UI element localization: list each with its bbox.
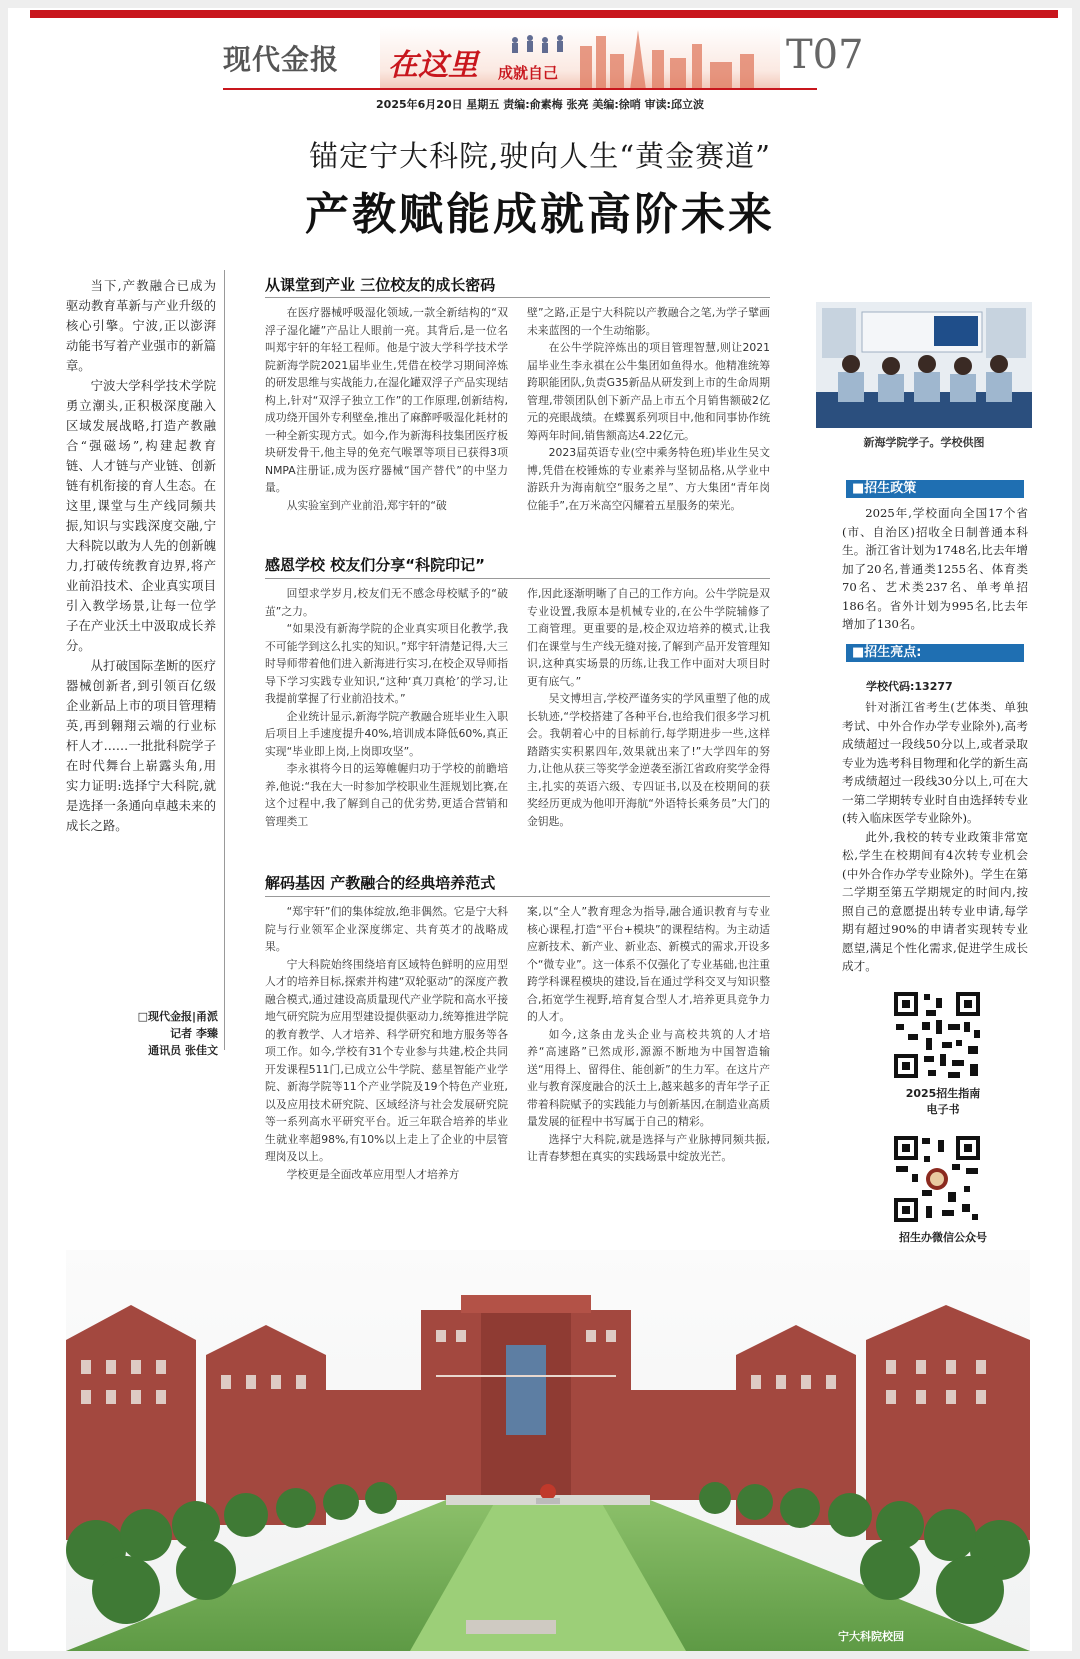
article-paragraph: 学校更是全面改革应用型人才培养方 [286,1167,460,1181]
article-paragraph: 2023届英语专业(空中乘务特色班)毕业生吴文博,凭借在校锤炼的专业素养与坚韧品格,从学业中游跃升为海南航空“服务之星”、方大集团“青年岗位能手”,在万米高空闪耀着五星服务的荣光。 [527,446,770,512]
article-paragraph: 从实验室到产业前沿,郑宇轩的“破 [286,498,447,512]
byline-correspondent: 通讯员 张佳文 [148,1044,218,1057]
article-paragraph: 回望求学岁月,校友们无不感念母校赋予的“破茧”之力。 [265,587,508,618]
headline-subtitle: 锚定宁大科院,驶向人生“黄金赛道” [309,139,771,173]
byline-outlet: □现代金报|甬派 [137,1010,218,1023]
header-rule [223,88,817,90]
article-paragraph: 吴文博坦言,学校严谨务实的学风重塑了他的成长轨迹,“学校搭建了各种平台,也给我们很多学习机会。我朝着心中的目标前行,每学期进步一些,这样踏踏实实积累四年,效果就出来了!”大学四年的努力,让他从获三等奖学金逆袭至浙江省政府奖学金得主,扎实的英语六级、专四证书,以及在校期间的获奖经历更成为他叩开海航“外语特长乘务员”大门的金钥匙。 [527,692,770,828]
top-red-bar [30,10,1058,18]
page-number: T07 [786,32,864,78]
column-banner [380,26,780,90]
lead-paragraph: 宁波大学科学技术学院勇立潮头,正积极深度融入区域发展战略,打造产教融合“强磁场”,构建起教育链、人才链与产业链、创新链有机衔接的育人生态。在这里,课堂与生产线同频共振,知识与实践深度交融,宁大科院以敢为人先的创新魄力,打破传统教育边界,将产业前沿技术、企业真实项目引入教学场景,让每一位学子在产业沃土中汲取成长养分。 [66,379,216,653]
students-photo [816,302,1032,428]
newspaper-page [8,8,1072,1651]
section1-column1 [265,304,508,514]
qr-ebook-caption-line2: 电子书 [926,1103,960,1116]
article-paragraph: 作,因此逐渐明晰了自己的工作方向。公牛学院是双专业设置,我原本是机械专业的,在公牛学院辅修了工商管理。更重要的是,校企双边培养的模式,让我们在课堂与生产线无缝对接,了解到产品开发管理知识,这种真实场景的历练,让我工作中面对大项目时更有底气。” [527,587,770,688]
policy-box-heading: ■招生政策 [846,480,1024,498]
byline [108,1008,218,1059]
article-paragraph: 选择宁大科院,就是选择与产业脉搏同频共振,让青春梦想在真实的实践场景中绽放光芒。 [527,1132,770,1163]
qr-ebook-caption-line1: 2025招生指南 [905,1087,981,1100]
article-paragraph: 宁大科院始终围绕培育区域特色鲜明的应用型人才的培养目标,探索并构建“双轮驱动”的深度产教融合模式,通过建设高质量现代产业学院和高水平接地气研究院为应用型建设提供驱动力,统筹推进学院的教育教学、人才培养、科学研究和地方服务等各项工作。如今,学校有31个专业参与共建,校企共同开发课程511门,已成立公牛学院、慈星智能产业学院、新海学院等11个产业学院及19个特色产业班,以及应用技术研究院、区域经济与社会发展研究院等一系列高水平研究平台。近三年联合培养的毕业生就业率超98%,有10%以上走上了企业的中层管理岗及以上。 [265,957,508,1163]
campus-photo-caption: 宁大科院校园 [838,1630,904,1643]
article-paragraph: 李永祺将今日的运筹帷幄归功于学校的前瞻培养,他说:“我在大一时参加学校职业生涯规划比赛,在这个过程中,我了解到自己的优劣势,更适合营销和管理类工 [265,762,508,828]
lead-paragraph: 当下,产教融合已成为驱动教育革新与产业升级的核心引擎。宁波,正以澎湃动能书写着产业强市的新篇章。 [66,279,216,373]
banner-title: 在这里 [388,48,478,83]
policy-text [842,504,1028,634]
article-paragraph: 壁”之路,正是宁大科院以产教融合之笔,为学子擘画未来蓝图的一个生动缩影。 [527,306,770,337]
qr-code-icon [892,1134,982,1224]
dateline: 2025年6月20日 星期五 责编:俞素梅 张亮 美编:徐哨 审读:邱立波 [376,98,704,111]
column-divider [224,270,225,1050]
section3-column1 [265,903,508,1183]
headline-title: 产教赋能成就高阶未来 [305,189,775,240]
section3-column2 [527,903,770,1166]
highlight-text [842,698,1028,976]
banner-subtitle: 成就自己 [498,64,559,82]
highlight-box-heading: ■招生亮点: [846,644,1024,662]
qr-code-wechat[interactable] [892,1134,982,1224]
byline-reporter: 记者 李臻 [170,1027,218,1040]
section3-rule [265,896,770,897]
section2-heading: 感恩学校 校友们分享“科院印记” [265,556,485,574]
campus-illustration [66,1250,1030,1651]
article-paragraph: 案,以“全人”教育理念为指导,融合通识教育与专业核心课程,打造“平台+模块”的课程结构。为主动适应新技术、新产业、新业态、新模式的需求,开设多个“微专业”。这一体系不仅强化了专业基础,也注重跨学科课程模块的建设,旨在通过学科交叉与知识整合,拓宽学生视野,培育复合型人才,培养更具竞争力的人才。 [527,905,770,1023]
lead-column [66,276,216,836]
qr-wechat-caption: 招生办微信公众号 [899,1231,987,1244]
campus-photo [66,1250,1030,1651]
school-code: 学校代码:13277 [866,680,953,693]
qr-code-ebook[interactable] [892,990,982,1080]
article-paragraph: 企业统计显示,新海学院产教融合班毕业生入职后项目上手速度提升40%,培训成本降低60%,真正实现“毕业即上岗,上岗即攻坚”。 [265,709,508,758]
section2-column2 [527,585,770,830]
policy-paragraph: 2025年,学校面向全国17个省(市、自治区)招收全日制普通本科生。浙江省计划为1748名,比去年增加了20名,普通类1255名、体育类70名、艺术类237名、单考单招186名。省外计划为995名,比去年增加了130名。 [842,506,1028,631]
qr-code-icon [892,990,982,1080]
students-photo-caption: 新海学院学子。学校供图 [863,436,985,449]
section2-column1 [265,585,508,830]
section1-heading: 从课堂到产业 三位校友的成长密码 [265,276,496,294]
section2-rule [265,578,770,579]
lead-paragraph: 从打破国际垄断的医疗器械创新者,到引领百亿级企业新品上市的项目管理精英,再到翱翔云端的行业标杆人才……一批批科院学子在时代舞台上崭露头角,用实力证明:选择宁大科院,就是选择一条通向卓越未来的成长之路。 [66,659,216,833]
students-photo-illustration [816,302,1032,428]
highlight-paragraph: 此外,我校的转专业政策非常宽松,学生在校期间有4次转专业机会(中外合作办学专业除外)。学生在第二学期至第五学期规定的时间内,按照自己的意愿提出转专业申请,每学期有超过90%的申请者实现转专业愿望,满足个性化需求,促进学生成长成才。 [842,829,1028,973]
article-paragraph: 在医疗器械呼吸湿化领域,一款全新结构的“双浮子湿化罐”产品让人眼前一亮。其背后,是一位名叫郑宇轩的年轻工程师。他是宁波大学科学技术学院新海学院2021届毕业生,凭借在校学习期间淬炼的研发思维与实战能力,在湿化罐双浮子产品实现结构上,针对“双浮子独立工作”的工作原理,创新结构,成功绕开国外专利壁垒,推出了麻醉呼吸湿化耗材的一种全新实现方式。如今,作为新海科技集团医疗板块研发骨干,他主导的免充气喉罩等项目已获得3项NMPA注册证,成为医疗器械“国产替代”的中坚力量。 [265,306,508,494]
highlight-paragraph: 针对浙江省考生(艺体类、单独考试、中外合作办学专业除外),高考成绩超过一段线50分以上,或者录取专业为选考科目物理和化学的新生高考成绩超过一段线30分以上,可在大一第二学期转专业时自由选择转专业(转入临床医学专业除外)。 [842,700,1028,825]
article-paragraph: 如今,这条由龙头企业与高校共筑的人才培养“高速路”已然成形,源源不断地为中国智造输送“用得上、留得住、能创新”的生力军。在这片产业与教育深度融合的沃土上,越来越多的青年学子正带着科院赋予的实践能力与创新基因,在制造业高质量发展的征程中书写属于自己的精彩。 [527,1027,770,1128]
publication-name: 现代金报 [223,43,340,76]
section1-rule [265,297,770,298]
article-paragraph: “如果没有新海学院的企业真实项目化教学,我不可能学到这么扎实的知识。”郑宇轩清楚记得,大三时导师带着他们进入新海进行实习,在校企双导师指导下学习实践专业知识,“这种‘真刀真枪’的学习,让我提前掌握了行业前沿技术。” [265,622,508,705]
qr-ebook-caption [888,1086,998,1118]
section3-heading: 解码基因 产教融合的经典培养范式 [265,874,496,892]
article-paragraph: 在公牛学院淬炼出的项目管理智慧,则让2021届毕业生李永祺在公牛集团如鱼得水。他精准统筹跨职能团队,负责G35新品从研发到上市的生命周期管理,带领团队创下新产品上市五个月销售额破2亿元的亮眼战绩。在蝶翼系列项目中,他和同事协作统筹两年时间,销售额高达4.22亿元。 [527,341,770,442]
article-paragraph: “郑宇轩”们的集体绽放,绝非偶然。它是宁大科院与行业领军企业深度绑定、共育英才的战略成果。 [265,905,508,953]
section1-column2 [527,304,770,514]
